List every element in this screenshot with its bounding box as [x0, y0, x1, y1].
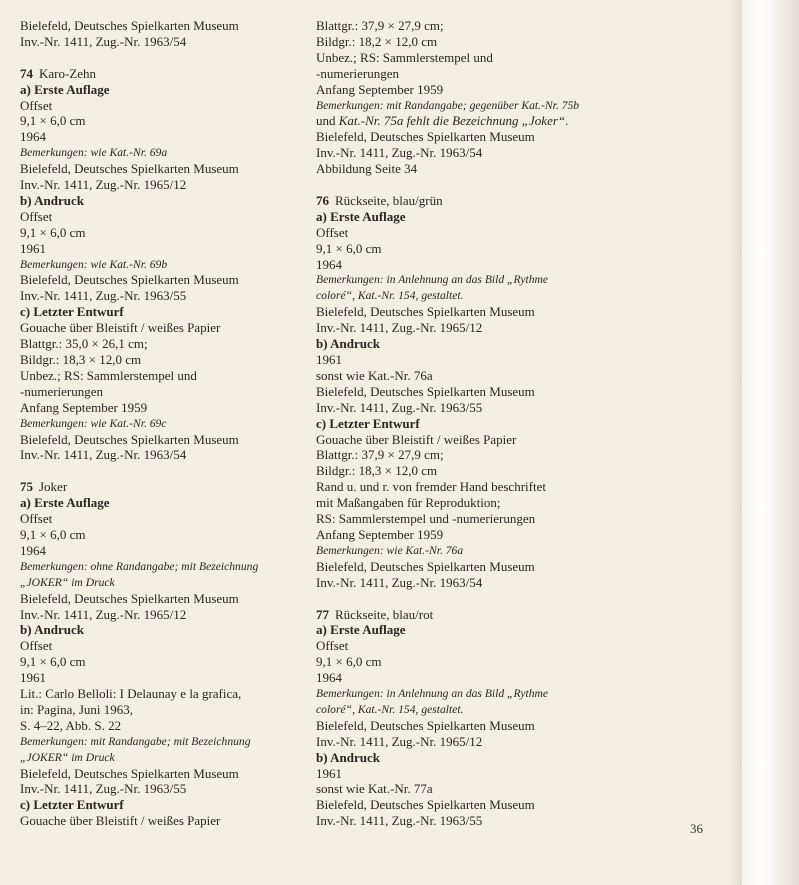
entry-spacer [316, 591, 616, 607]
catalog-detail-line: Rand u. und r. von fremder Hand beschriftet [316, 479, 546, 495]
entry-spacer [20, 50, 290, 66]
edition-heading [316, 622, 616, 638]
right-column [316, 18, 616, 829]
edition-marker: c) [316, 415, 330, 431]
catalog-number: 75 [20, 479, 33, 495]
remarks-line: Bemerkungen: mit Randangabe; mit Bezeichnung [20, 734, 251, 748]
edition-marker: a) [316, 208, 331, 224]
catalog-detail-line: Bielefeld, Deutsches Spielkarten Museum [316, 383, 535, 399]
catalog-entry-heading [316, 607, 616, 623]
catalog-detail-line: 1961 [316, 765, 342, 781]
catalog-detail-line: 1961 [20, 670, 46, 686]
catalog-detail-line: Bielefeld, Deutsches Spielkarten Museum [20, 590, 239, 606]
edition-heading [316, 336, 616, 352]
catalog-detail-line: Offset [20, 208, 53, 224]
text-fragment: und [316, 113, 339, 129]
page-number: 36 [690, 821, 703, 836]
catalog-detail-line: Bielefeld, Deutsches Spielkarten Museum [316, 304, 535, 320]
catalog-detail-line: 9,1 × 6,0 cm [316, 240, 382, 256]
catalog-detail-line: Anfang September 1959 [316, 526, 444, 542]
catalog-detail-line: Unbez.; RS: Sammlerstempel und [316, 49, 493, 65]
edition-title: Letzter Entwurf [33, 304, 124, 320]
entry-spacer [20, 463, 290, 479]
catalog-detail-line: Inv.-Nr. 1411, Zug.-Nr. 1965/12 [20, 606, 187, 622]
catalog-detail-line: S. 4–22, Abb. S. 22 [20, 717, 122, 733]
catalog-detail-line: -numerierungen [316, 65, 400, 81]
catalog-detail-line: Lit.: Carlo Belloli: I Delaunay e la grafica, [20, 686, 242, 702]
text-fragment: . [565, 113, 569, 129]
catalog-detail-line: Bildgr.: 18,2 × 12,0 cm [316, 33, 438, 49]
remarks-line: Bemerkungen: in Anlehnung an das Bild „Rythme [316, 273, 549, 287]
catalog-entry-heading [20, 479, 290, 495]
remarks-line: coloré“, Kat.-Nr. 154, gestaltet. [316, 289, 464, 303]
catalog-detail-line: Bielefeld, Deutsches Spielkarten Museum [20, 161, 239, 177]
catalog-detail-line: -numerierungen [20, 383, 104, 399]
remarks-line: Bemerkungen: in Anlehnung an das Bild „Rythme [316, 687, 549, 701]
catalog-detail-line: Anfang September 1959 [20, 399, 148, 415]
catalog-detail-line: Bildgr.: 18,3 × 12,0 cm [20, 352, 142, 368]
catalog-detail-line: Inv.-Nr. 1411, Zug.-Nr. 1963/55 [20, 288, 187, 304]
remarks-continuation [316, 113, 616, 129]
catalog-detail-line: Gouache über Bleistift / weißes Papier [20, 813, 221, 829]
catalog-detail-line: in: Pagina, Juni 1963, [20, 701, 134, 717]
edition-marker: a) [316, 622, 331, 638]
catalog-detail-line: Bielefeld, Deutsches Spielkarten Museum [20, 272, 239, 288]
edition-heading [20, 622, 290, 638]
edition-heading [316, 750, 616, 766]
catalog-detail-line: Blattgr.: 37,9 × 27,9 cm; [316, 447, 444, 463]
catalog-detail-line: Abbildung Seite 34 [316, 161, 418, 177]
catalog-detail-line: Inv.-Nr. 1411, Zug.-Nr. 1963/55 [316, 399, 483, 415]
edition-title: Letzter Entwurf [329, 415, 420, 431]
catalog-entry-heading [20, 66, 290, 82]
edition-marker: c) [20, 797, 34, 813]
catalog-detail-line: 9,1 × 6,0 cm [20, 224, 86, 240]
edition-marker: c) [20, 304, 34, 320]
catalog-detail-line: Inv.-Nr. 1411, Zug.-Nr. 1965/12 [316, 733, 483, 749]
edition-title: Andruck [330, 749, 380, 765]
edition-heading [20, 193, 290, 209]
catalog-detail-line: sonst wie Kat.-Nr. 77a [316, 781, 433, 797]
entry-spacer [316, 177, 616, 193]
catalog-entry-title: Rückseite, blau/rot [335, 606, 434, 622]
edition-marker: b) [316, 336, 331, 352]
next-page-edge [742, 0, 799, 885]
edition-title: Erste Auflage [34, 81, 110, 97]
catalog-detail-line: Bielefeld, Deutsches Spielkarten Museum [316, 129, 535, 145]
edition-heading [316, 209, 616, 225]
catalog-detail-line: Offset [20, 638, 53, 654]
edition-marker: b) [20, 192, 35, 208]
catalog-detail-line: Unbez.; RS: Sammlerstempel und [20, 367, 197, 383]
catalog-detail-line: 1964 [20, 542, 46, 558]
catalog-detail-line: 9,1 × 6,0 cm [20, 654, 86, 670]
catalog-detail-line: Bielefeld, Deutsches Spielkarten Museum [316, 558, 535, 574]
edition-title: Andruck [330, 336, 380, 352]
catalog-entry-title: Joker [39, 479, 68, 495]
catalog-detail-line: 1961 [316, 352, 342, 368]
catalog-detail-line: Bielefeld, Deutsches Spielkarten Museum [316, 797, 535, 813]
catalog-number: 76 [316, 192, 329, 208]
edition-heading [20, 797, 290, 813]
catalog-detail-line: Gouache über Bleistift / weißes Papier [20, 320, 221, 336]
edition-marker: a) [20, 81, 35, 97]
remarks-line: Bemerkungen: wie Kat.-Nr. 76a [316, 543, 464, 557]
catalog-detail-line: Inv.-Nr. 1411, Zug.-Nr. 1963/55 [20, 781, 187, 797]
remarks-line: Bemerkungen: wie Kat.-Nr. 69c [20, 416, 167, 430]
catalog-detail-line: Gouache über Bleistift / weißes Papier [316, 431, 517, 447]
edition-title: Erste Auflage [330, 622, 406, 638]
edition-title: Erste Auflage [34, 495, 110, 511]
edition-heading [20, 82, 290, 98]
catalog-detail-line: 9,1 × 6,0 cm [20, 526, 86, 542]
edition-heading [20, 495, 290, 511]
catalog-detail-line: 1961 [20, 240, 46, 256]
remarks-line: „JOKER“ im Druck [20, 575, 115, 589]
remarks-line: coloré“, Kat.-Nr. 154, gestaltet. [316, 702, 464, 716]
catalog-detail-line: Inv.-Nr. 1411, Zug.-Nr. 1963/54 [316, 145, 483, 161]
catalog-detail-line: 1964 [316, 256, 342, 272]
italic-reference: Kat.-Nr. 75a fehlt die Bezeichnung „Joker“ [338, 113, 566, 129]
edition-marker: a) [20, 495, 35, 511]
edition-heading [20, 304, 290, 320]
catalog-detail-line: Inv.-Nr. 1411, Zug.-Nr. 1963/55 [316, 813, 483, 829]
catalog-detail-line: Bielefeld, Deutsches Spielkarten Museum [20, 431, 239, 447]
catalog-number: 74 [20, 65, 33, 81]
edition-marker: b) [316, 749, 331, 765]
remarks-line: Bemerkungen: wie Kat.-Nr. 69a [20, 146, 168, 160]
edition-title: Andruck [34, 622, 84, 638]
left-column [20, 18, 290, 829]
catalog-detail-line: mit Maßangaben für Reproduktion; [316, 495, 501, 511]
catalog-detail-line: Inv.-Nr. 1411, Zug.-Nr. 1963/54 [20, 33, 187, 49]
catalog-detail-line: 9,1 × 6,0 cm [316, 654, 382, 670]
catalog-detail-line: Anfang September 1959 [316, 81, 444, 97]
catalog-detail-line: Offset [20, 511, 53, 527]
catalog-detail-line: Blattgr.: 35,0 × 26,1 cm; [20, 336, 148, 352]
catalog-number: 77 [316, 606, 329, 622]
edition-marker: b) [20, 622, 35, 638]
catalog-entry-heading [316, 193, 616, 209]
catalog-detail-line: Inv.-Nr. 1411, Zug.-Nr. 1965/12 [20, 177, 187, 193]
edition-title: Andruck [34, 192, 84, 208]
remarks-line: „JOKER“ im Druck [20, 750, 115, 764]
catalog-detail-line: Bielefeld, Deutsches Spielkarten Museum [20, 18, 239, 33]
catalog-detail-line: 1964 [20, 129, 46, 145]
catalog-detail-line: sonst wie Kat.-Nr. 76a [316, 367, 433, 383]
catalog-detail-line: Offset [316, 224, 349, 240]
catalog-detail-line: Inv.-Nr. 1411, Zug.-Nr. 1965/12 [316, 320, 483, 336]
catalog-detail-line: Inv.-Nr. 1411, Zug.-Nr. 1963/54 [316, 574, 483, 590]
catalog-detail-line: Bielefeld, Deutsches Spielkarten Museum [20, 765, 239, 781]
edition-title: Erste Auflage [330, 208, 406, 224]
catalog-detail-line: RS: Sammlerstempel und -numerierungen [316, 511, 536, 527]
catalog-entry-title: Karo-Zehn [39, 65, 97, 81]
catalog-detail-line: 1964 [316, 670, 342, 686]
remarks-line: Bemerkungen: ohne Randangabe; mit Bezeichnung [20, 559, 259, 573]
catalog-detail-line: Inv.-Nr. 1411, Zug.-Nr. 1963/54 [20, 447, 187, 463]
catalog-detail-line: Offset [316, 638, 349, 654]
edition-title: Letzter Entwurf [33, 797, 124, 813]
catalog-detail-line: Bielefeld, Deutsches Spielkarten Museum [316, 717, 535, 733]
remarks-line: Bemerkungen: wie Kat.-Nr. 69b [20, 257, 168, 271]
remarks-line: Bemerkungen: mit Randangabe; gegenüber Kat.-Nr. 75b [316, 98, 580, 112]
catalog-detail-line: 9,1 × 6,0 cm [20, 113, 86, 129]
catalog-detail-line: Offset [20, 97, 53, 113]
catalog-detail-line: Bildgr.: 18,3 × 12,0 cm [316, 463, 438, 479]
catalog-detail-line: Blattgr.: 37,9 × 27,9 cm; [316, 18, 444, 33]
edition-heading [316, 416, 616, 432]
catalog-entry-title: Rückseite, blau/grün [335, 192, 443, 208]
